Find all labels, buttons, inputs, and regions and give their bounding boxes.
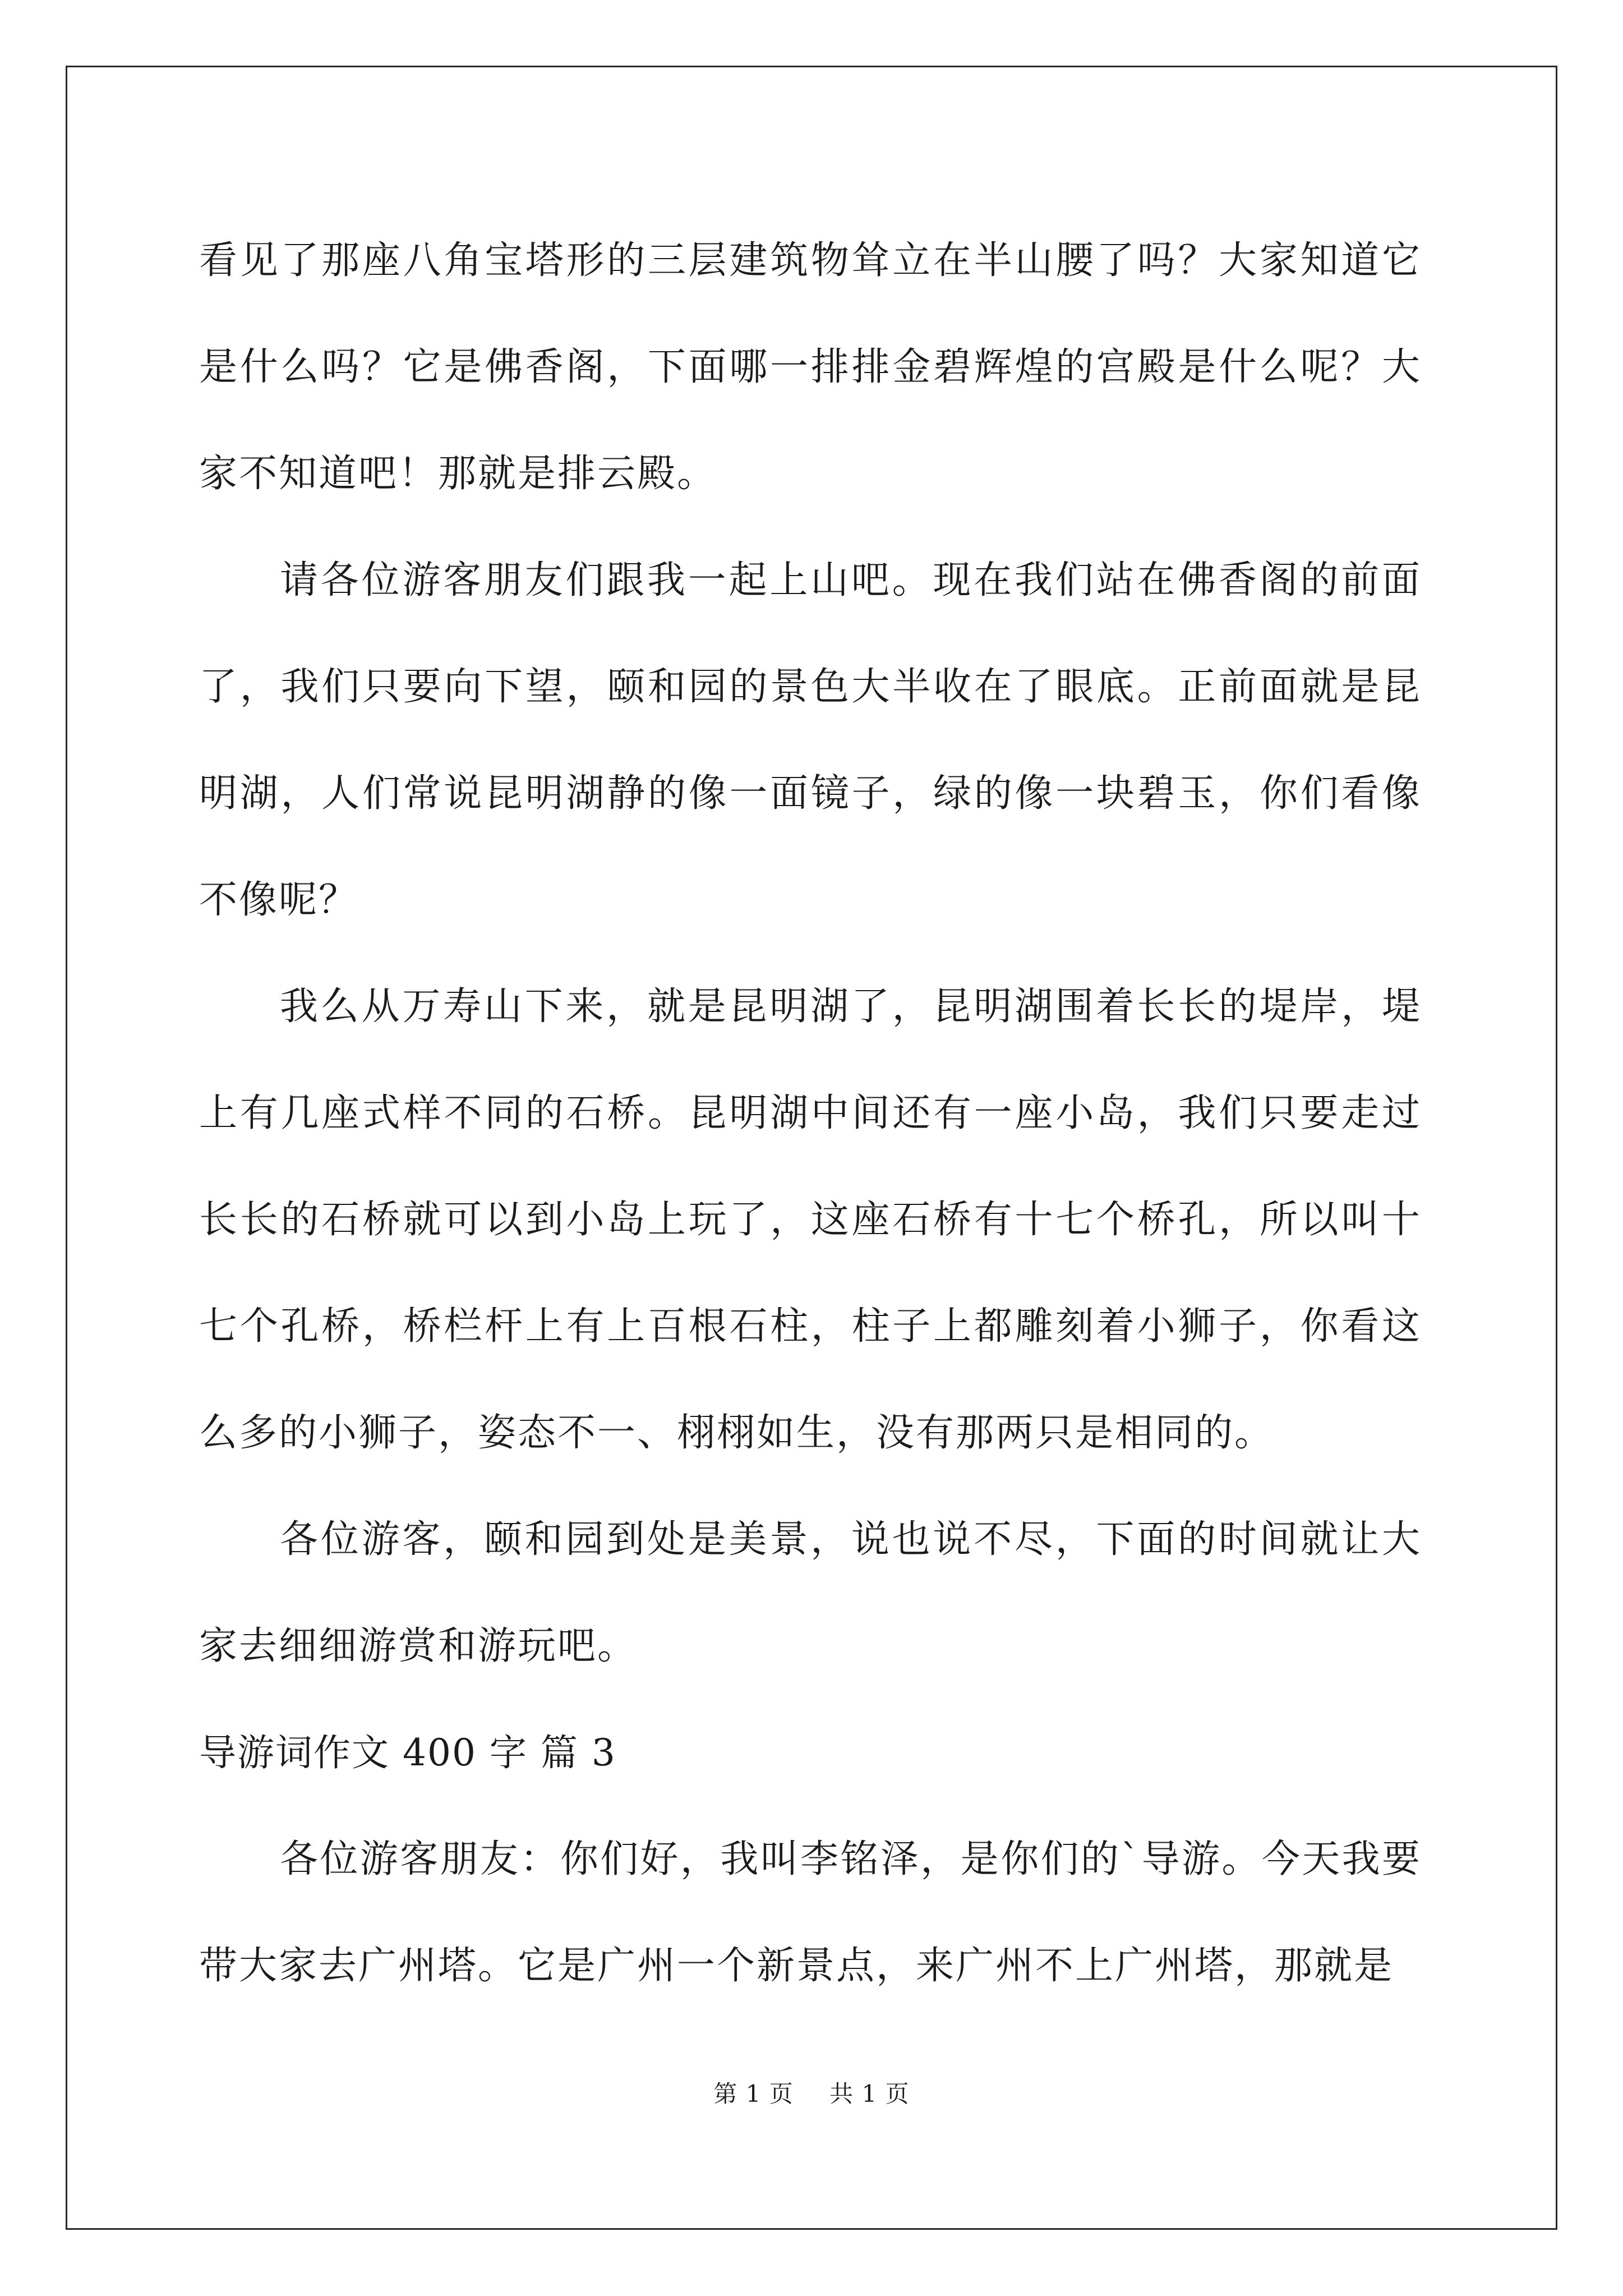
paragraph: 我么从万寿山下来，就是昆明湖了，昆明湖围着长长的堤岸，堤上有几座式样不同的石桥。昆明湖中间还有一座小岛，我们只要走过长长的石桥就可以到小岛上玩了，这座石桥有十七个桥孔，所以叫十七个孔桥，桥栏杆上有上百根石柱，柱子上都雕刻着小狮子，你看这么多的小狮子，姿态不一、栩栩如生，没有那两只是相同的。 (199, 984, 1422, 1455)
page-footer (0, 2076, 1623, 2109)
paragraph: 请各位游客朋友们跟我一起上山吧。现在我们站在佛香阁的前面了，我们只要向下望，颐和园的景色大半收在了眼底。正前面就是昆明湖，人们常说昆明湖静的像一面镜子，绿的像一块碧玉，你们看像不像呢？ (199, 558, 1422, 922)
paragraph: 各位游客，颐和园到处是美景，说也说不尽，下面的时间就让大家去细细游赏和游玩吧。 (199, 1517, 1422, 1668)
paragraph: 各位游客朋友：你们好，我叫李铭泽，是你们的`导游。今天我要带大家去广州塔。它是广州一个新景点，来广州不上广州塔，那就是 (199, 1837, 1422, 1988)
page-total: 共 1 页 (829, 2080, 910, 2108)
document-body (199, 208, 1422, 2019)
section-heading: 导游词作文 400 字 篇 3 (199, 1731, 616, 1774)
paragraph: 看见了那座八角宝塔形的三层建筑物耸立在半山腰了吗？大家知道它是什么吗？它是佛香阁，下面哪一排排金碧辉煌的宫殿是什么呢？大家不知道吧！那就是排云殿。 (199, 238, 1422, 496)
page-number: 第 1 页 (713, 2080, 794, 2108)
